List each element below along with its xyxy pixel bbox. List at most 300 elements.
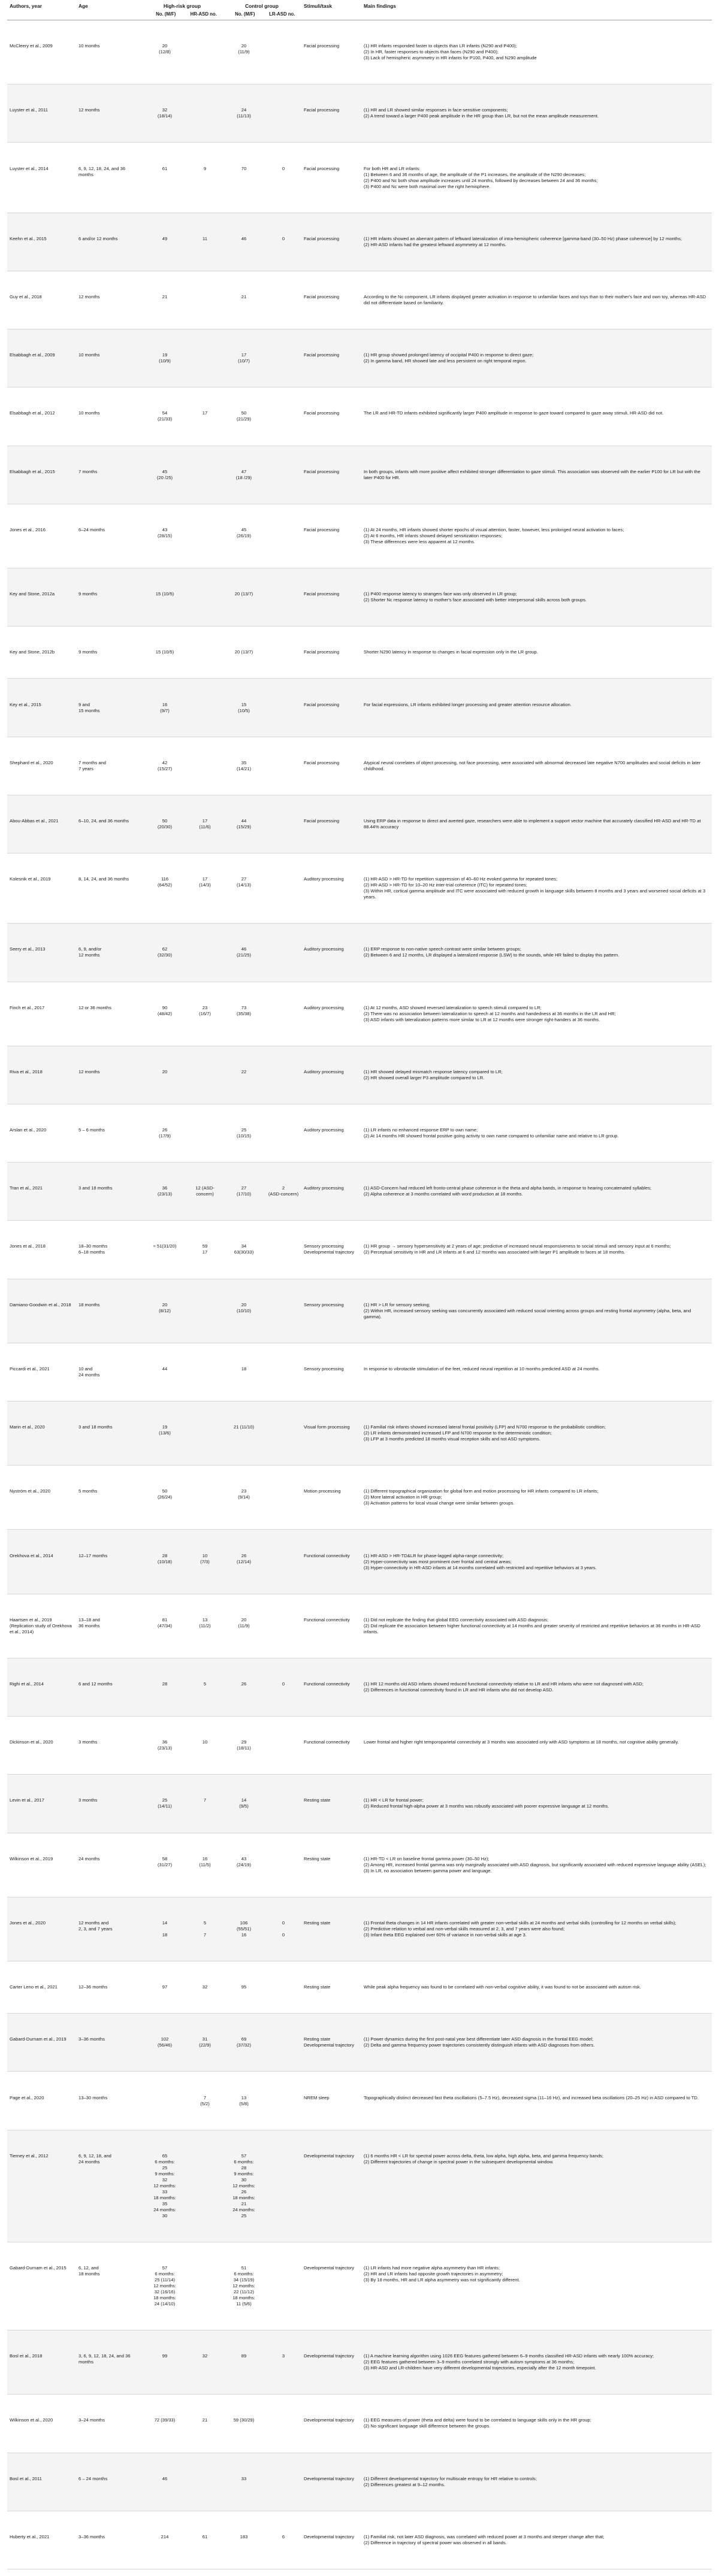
cell-findings: [361, 853, 712, 924]
cell-age: 5 – 6 months: [76, 1104, 142, 1162]
cell-lr-asd: [265, 982, 301, 1046]
cell-lr-asd: [265, 329, 301, 388]
cell-author: Key and Stone, 2012a: [7, 568, 76, 626]
table-row: [7, 568, 712, 626]
cell-ctrl-no: 21 (11/10): [222, 1401, 265, 1466]
cell-findings: [361, 1833, 712, 1897]
table-row: [7, 213, 712, 271]
table-row: [7, 1775, 712, 1833]
cell-age: 8, 14, 24, and 36 months: [76, 853, 142, 924]
header-findings: Main findings: [361, 0, 712, 20]
cell-hr-asd: 5: [188, 1658, 222, 1716]
cell-hr-asd: [188, 1401, 222, 1466]
table-row: [7, 737, 712, 795]
table-body: [7, 20, 712, 2569]
table-row: [7, 1279, 712, 1343]
cell-age: 3–36 months: [76, 2014, 142, 2072]
cell-hr-no: 15 (10/5): [142, 626, 188, 679]
cell-stimuli: Auditory processing: [301, 1163, 361, 1221]
cell-author: Wilkinson et al., 2020: [7, 2395, 76, 2453]
cell-findings: [361, 982, 712, 1046]
cell-stimuli: Developmental trajectory: [301, 2130, 361, 2242]
finding-line: (2) In HR, faster responses to objects than faces (N290 and P400);: [364, 49, 499, 55]
table-row: [7, 271, 712, 329]
cell-findings: [361, 2395, 712, 2453]
cell-ctrl-no: 18: [222, 1343, 265, 1401]
cell-author: Gabard-Durnam et al., 2019: [7, 2014, 76, 2072]
table-row: [7, 143, 712, 213]
cell-findings: [361, 1717, 712, 1775]
header-ctrl-no: No. (M/F): [235, 11, 255, 17]
cell-stimuli: Facial processing: [301, 84, 361, 143]
cell-lr-asd: [265, 679, 301, 737]
cell-ctrl-no: 20 (11/9): [222, 1594, 265, 1658]
table-row: [7, 2453, 712, 2511]
cell-hr-asd: 10 (7/3): [188, 1530, 222, 1594]
cell-ctrl-no: 27 (17/10): [222, 1163, 265, 1221]
finding-line: (1) ASD-Concern had reduced left fronto-central phase coherence in the theta and alpha bands, in response to hearing concatenated syllables;: [364, 1185, 651, 1191]
cell-ctrl-no: 50 (21/29): [222, 388, 265, 446]
cell-findings: [361, 271, 712, 329]
cell-hr-no: 20: [142, 1046, 188, 1104]
cell-lr-asd: 2 (ASD-concern): [265, 1163, 301, 1221]
cell-ctrl-no: 29 (18/11): [222, 1717, 265, 1775]
cell-stimuli: Auditory processing: [301, 853, 361, 924]
table-row: [7, 2395, 712, 2453]
cell-findings: [361, 568, 712, 626]
cell-findings: [361, 1343, 712, 1401]
cell-hr-no: 90 (48/42): [142, 982, 188, 1046]
cell-lr-asd: [265, 271, 301, 329]
finding-line: (1) Familial risk infants showed increased lateral frontal positivity (LFP) and N700 response to the probabilistic condition;: [364, 1424, 606, 1430]
cell-stimuli: Auditory processing: [301, 982, 361, 1046]
cell-author: Huberty et al., 2021: [7, 2511, 76, 2569]
table-row: [7, 1104, 712, 1162]
finding-line: (1) HR-ASD > HR-TD&LR for phase-lagged alpha-range connectivity;: [364, 1552, 504, 1558]
cell-hr-asd: [188, 626, 222, 679]
cell-author: Damiano-Goodwin et al., 2018: [7, 1279, 76, 1343]
finding-line: (2) A trend toward a larger P400 peak amplitude in the HR group than LR, but not the mean amplitude measurement.: [364, 113, 599, 119]
cell-findings: [361, 84, 712, 143]
finding-line: (1) Power dynamics during the first post-natal year best differentiate later ASD diagnosis in the frontal EEG model;: [364, 2036, 594, 2042]
finding-line: (2) HR-ASD infants had the greatest leftward asymmetry at 12 months.: [364, 241, 507, 247]
cell-author: Jones et al., 2018: [7, 1221, 76, 1279]
cell-age: 18–30 months 6–18 months: [76, 1221, 142, 1279]
cell-lr-asd: [265, 1221, 301, 1279]
cell-hr-no: 15 (10/5): [142, 568, 188, 626]
cell-ctrl-no: 13 (5/8): [222, 2072, 265, 2130]
cell-ctrl-no: 25 (10/15): [222, 1104, 265, 1162]
cell-hr-no: 43 (28/15): [142, 504, 188, 568]
table-row: [7, 504, 712, 568]
finding-line: (2) Alpha coherence at 3 months correlated with word production at 18 months.: [364, 1191, 523, 1197]
cell-stimuli: Sensory processing: [301, 1343, 361, 1401]
cell-age: 5 months: [76, 1466, 142, 1530]
table-row: [7, 1658, 712, 1716]
cell-stimuli: Functional connectivity: [301, 1658, 361, 1716]
header-control-title: Control group: [245, 3, 279, 9]
cell-author: Abou-Abbas et al., 2021: [7, 795, 76, 853]
cell-hr-no: 50 (20/30): [142, 795, 188, 853]
finding-line: Shorter N290 latency in response to changes in facial expression only in the LR group.: [364, 649, 538, 655]
cell-lr-asd: [265, 1717, 301, 1775]
cell-lr-asd: [265, 1343, 301, 1401]
cell-hr-asd: 16 (11/5): [188, 1833, 222, 1897]
header-lr-asd: LR-ASD no.: [269, 11, 295, 17]
table-row: [7, 20, 712, 84]
cell-findings: [361, 2511, 712, 2569]
cell-hr-no: 116 (64/52): [142, 853, 188, 924]
cell-author: Page et al., 2020: [7, 2072, 76, 2130]
cell-stimuli: Facial processing: [301, 737, 361, 795]
cell-hr-asd: [188, 84, 222, 143]
cell-author: Guy et al., 2018: [7, 271, 76, 329]
finding-line: (1) HR group showed prolonged latency of occipital P400 in response to direct gaze;: [364, 352, 534, 358]
cell-ctrl-no: 47 (18 /29): [222, 446, 265, 504]
cell-author: Bosl et al., 2011: [7, 2453, 76, 2511]
cell-stimuli: Facial processing: [301, 568, 361, 626]
table-row: [7, 1897, 712, 1961]
cell-age: 3–36 months: [76, 2511, 142, 2569]
cell-hr-no: 20 (8/12): [142, 1279, 188, 1343]
table-page: [7, 0, 712, 2569]
cell-findings: [361, 2242, 712, 2330]
cell-lr-asd: [265, 1833, 301, 1897]
cell-lr-asd: [265, 626, 301, 679]
cell-lr-asd: 3: [265, 2330, 301, 2395]
cell-ctrl-no: 15 (10/5): [222, 679, 265, 737]
cell-age: 18 months: [76, 1279, 142, 1343]
cell-age: 6, 9, 12, 18, and 24 months: [76, 2130, 142, 2242]
cell-age: 6, 9, 12, 18, 24, and 36 months: [76, 143, 142, 213]
cell-ctrl-no: 43 (24/19): [222, 1833, 265, 1897]
finding-line: (2) Delta and gamma frequency power trajectories consistently distinguish infants with ASD diagnoses from others.: [364, 2042, 595, 2048]
finding-line: (2) P400 and Nc both show amplitude increases until 24 months, followed by decreases between 24 and 36 months;: [364, 177, 598, 183]
cell-hr-asd: 32: [188, 2330, 222, 2395]
cell-ctrl-no: 24 (11/13): [222, 84, 265, 143]
cell-author: Wilkinson et al., 2019: [7, 1833, 76, 1897]
table-row: [7, 1046, 712, 1104]
cell-ctrl-no: 34 63(30/33): [222, 1221, 265, 1279]
cell-findings: [361, 1658, 712, 1716]
cell-hr-no: 49: [142, 213, 188, 271]
cell-hr-no: 36 (23/13): [142, 1163, 188, 1221]
cell-age: 9 months: [76, 626, 142, 679]
table-row: [7, 1717, 712, 1775]
finding-line: (3) By 18 months, HR and LR alpha asymmetry was not significantly different.: [364, 2277, 520, 2283]
cell-author: Elsabbagh et al., 2015: [7, 446, 76, 504]
cell-lr-asd: [265, 20, 301, 84]
header-high-risk-title: High-risk group: [163, 3, 201, 9]
cell-hr-no: 44: [142, 1343, 188, 1401]
finding-line: (1) Between 6 and 36 months of age, the amplitude of the P1 increases, the amplitude of the N290 decreases;: [364, 171, 586, 177]
finding-line: (1) ERP response to non-native speech contrast were similar between groups;: [364, 946, 521, 952]
cell-findings: [361, 1163, 712, 1221]
header-stimuli: Stimuli/task: [301, 0, 361, 20]
cell-hr-no: 214: [142, 2511, 188, 2569]
cell-hr-no: 19 (10/9): [142, 329, 188, 388]
finding-line: (1) LR infants had more negative alpha asymmetry than HR infants;: [364, 2265, 500, 2271]
finding-line: (2) Among HR, increased frontal gamma was only marginally associated with ASD diagnosis, but significantly associated with reduced expressive language ability (ASEL);: [364, 1861, 706, 1867]
cell-author: Levin et al., 2017: [7, 1775, 76, 1833]
cell-age: 10 months: [76, 329, 142, 388]
cell-hr-asd: [188, 1279, 222, 1343]
finding-line: (2) At 6 months, HR infants showed delayed sensitization responses;: [364, 532, 503, 538]
finding-line: (3) In LR, no association between gamma power and language.: [364, 1867, 492, 1873]
cell-findings: [361, 1775, 712, 1833]
cell-findings: [361, 446, 712, 504]
table-row: [7, 2072, 712, 2130]
cell-age: 12 months and 2, 3, and 7 years: [76, 1897, 142, 1961]
cell-age: 13–18 and 36 months: [76, 1594, 142, 1658]
cell-author: Elsabbagh et al., 2009: [7, 329, 76, 388]
cell-lr-asd: [265, 568, 301, 626]
finding-line: For facial expressions, LR infants exhibited longer processing and greater attention resource allocation.: [364, 701, 572, 707]
cell-author: Kolesnik et al., 2019: [7, 853, 76, 924]
cell-age: 3 and 18 months: [76, 1163, 142, 1221]
finding-line: (1) A machine learning algorithm using 1026 EEG features gathered between 6–9 months classified HR-ASD infants with nearly 100% accuracy;: [364, 2353, 654, 2359]
cell-lr-asd: [265, 2242, 301, 2330]
cell-age: 6 – 24 months: [76, 2453, 142, 2511]
finding-line: (2) Reduced frontal high-alpha power at 3 months was robustly associated with poorer expressive language at 12 months.: [364, 1803, 609, 1809]
cell-ctrl-no: 20 (10/10): [222, 1279, 265, 1343]
cell-ctrl-no: 26 (12/14): [222, 1530, 265, 1594]
finding-line: Atypical neural correlates of object processing, not face processing, were associated with abnormal decreased late negative N700 amplitudes and social deficits in later childhood.: [364, 759, 701, 771]
cell-age: 12–17 months: [76, 1530, 142, 1594]
finding-line: According to the Nc component, LR infants displayed greater activation in response to unfamiliar faces and toys than to their mother's face and own toy, whereas HR-ASD did not differentiate based on familiarity.: [364, 293, 706, 305]
cell-stimuli: Auditory processing: [301, 924, 361, 982]
cell-hr-asd: 17 (11/6): [188, 795, 222, 853]
cell-stimuli: Functional connectivity: [301, 1594, 361, 1658]
table-row: [7, 1530, 712, 1594]
cell-hr-no: 65 6 months: 25 9 months: 32 12 months: 33 18 months: 35 24 months: 30: [142, 2130, 188, 2242]
cell-lr-asd: [265, 2453, 301, 2511]
cell-findings: [361, 2014, 712, 2072]
cell-findings: [361, 1961, 712, 2014]
cell-age: 6–10, 24, and 36 months: [76, 795, 142, 853]
finding-line: (2) No significant language skill difference between the groups.: [364, 2423, 491, 2429]
cell-ctrl-no: 51 6 months: 34 (15/19) 12 months: 22 (11/12) 18 months: 11 (5/6): [222, 2242, 265, 2330]
cell-author: Key and Stone, 2012b: [7, 626, 76, 679]
cell-author: Shephard et al., 2020: [7, 737, 76, 795]
table-row: [7, 446, 712, 504]
cell-lr-asd: [265, 1594, 301, 1658]
cell-ctrl-no: 17 (10/7): [222, 329, 265, 388]
cell-findings: [361, 1897, 712, 1961]
cell-author: Jones et al., 2016: [7, 504, 76, 568]
cell-stimuli: Developmental trajectory: [301, 2242, 361, 2330]
cell-findings: [361, 20, 712, 84]
cell-ctrl-no: 20 (13/7): [222, 568, 265, 626]
cell-stimuli: Facial processing: [301, 679, 361, 737]
cell-age: 7 months and 7 years: [76, 737, 142, 795]
cell-lr-asd: [265, 1775, 301, 1833]
finding-line: (1) Familial risk, not later ASD diagnosis, was correlated with reduced power at 3 months and steeper change after that;: [364, 2533, 605, 2539]
cell-lr-asd: [265, 388, 301, 446]
header-hr-asd: HR-ASD no.: [190, 11, 217, 17]
cell-stimuli: Resting state Developmental trajectory: [301, 2014, 361, 2072]
cell-age: 12 or 36 months: [76, 982, 142, 1046]
finding-line: (1) HR 12 months old ASD infants showed reduced functional connectivity relative to LR and HR infants who were not diagnosed with ASD;: [364, 1681, 644, 1687]
table-header: [7, 0, 712, 20]
cell-lr-asd: 0: [265, 143, 301, 213]
cell-hr-no: 61: [142, 143, 188, 213]
finding-line: While peak alpha frequency was found to be correlated with non-verbal cognitive ability, it was found to not be associated with autism risk.: [364, 1984, 641, 1990]
cell-author: Keehn et al., 2015: [7, 213, 76, 271]
cell-lr-asd: [265, 84, 301, 143]
cell-age: 7 months: [76, 446, 142, 504]
cell-hr-no: 81 (47/34): [142, 1594, 188, 1658]
cell-author: Haartsen et al., 2019 (Replication study of Orekhova et al., 2014): [7, 1594, 76, 1658]
table-row: [7, 329, 712, 388]
cell-findings: [361, 924, 712, 982]
finding-line: (1) HR-ASD > HR-TD for repetition suppression of 40–60 Hz evoked gamma for repeated tones;: [364, 876, 558, 882]
cell-hr-no: 45 (20 /25): [142, 446, 188, 504]
header-age: Age: [76, 0, 142, 20]
finding-line: (2) Within HR, increased sensory seeking was concurrently associated with reduced social orienting across groups and resting frontal asymmetry (alpha, beta, and gamma).: [364, 1307, 691, 1319]
finding-line: (1) At 12 months, ASD showed reversed lateralization to speech stimuli compared to LR;: [364, 1004, 542, 1010]
cell-hr-no: 21: [142, 271, 188, 329]
cell-stimuli: Visual form processing: [301, 1401, 361, 1466]
table-row: [7, 1163, 712, 1221]
finding-line: (1) HR < LR for frontal power;: [364, 1797, 424, 1803]
finding-line: (2) At 14 months HR showed frontal positive going activity to own name compared to unfamiliar name and relative to LR group.: [364, 1133, 619, 1139]
cell-hr-no: 72 (39/33): [142, 2395, 188, 2453]
table-row: [7, 924, 712, 982]
finding-line: (3) Activation patterns for local visual change were similar between groups.: [364, 1500, 515, 1506]
cell-hr-asd: [188, 329, 222, 388]
cell-hr-asd: 59 17: [188, 1221, 222, 1279]
finding-line: (2) There was no association between lateralization to speech at 12 months and handedness at 36 months in the LR and HR;: [364, 1010, 616, 1016]
cell-findings: [361, 795, 712, 853]
cell-lr-asd: 6: [265, 2511, 301, 2569]
cell-ctrl-no: 73 (35/38): [222, 982, 265, 1046]
cell-hr-asd: [188, 20, 222, 84]
cell-lr-asd: [265, 853, 301, 924]
cell-ctrl-no: 20 (13/7): [222, 626, 265, 679]
cell-hr-asd: [188, 2130, 222, 2242]
cell-lr-asd: [265, 2014, 301, 2072]
cell-ctrl-no: 106 (55/51) 16: [222, 1897, 265, 1961]
cell-stimuli: Resting state: [301, 1961, 361, 2014]
finding-line: (3) Within HR, cortical gamma amplitude and ITC were associated with reduced growth in language skills between 8 months and 3 years and worsened social deficits at 3 years.: [364, 888, 706, 900]
cell-hr-asd: [188, 2242, 222, 2330]
cell-author: Dickinson et al., 2020: [7, 1717, 76, 1775]
cell-stimuli: Facial processing: [301, 271, 361, 329]
cell-hr-asd: 32: [188, 1961, 222, 2014]
cell-hr-no: 57 6 months: 25 (11/14) 12 months: 32 (16/16) 18 months: 24 (14/10): [142, 2242, 188, 2330]
cell-hr-asd: [188, 1466, 222, 1530]
cell-hr-asd: 13 (11/2): [188, 1594, 222, 1658]
cell-stimuli: Auditory processing: [301, 1046, 361, 1104]
cell-age: 12 months: [76, 1046, 142, 1104]
header-high-risk: [142, 0, 222, 20]
cell-ctrl-no: 14 (9/5): [222, 1775, 265, 1833]
cell-hr-asd: [188, 1046, 222, 1104]
cell-author: Carter Leno et al., 2021: [7, 1961, 76, 2014]
cell-stimuli: NREM sleep: [301, 2072, 361, 2130]
study-summary-table: [7, 0, 712, 2569]
finding-line: (2) Shorter Nc response latency to mother's face associated with better interpersonal skills across both groups.: [364, 597, 587, 603]
table-row: [7, 679, 712, 737]
cell-hr-no: 26 (17/9): [142, 1104, 188, 1162]
cell-hr-no: 36 (23/13): [142, 1717, 188, 1775]
cell-lr-asd: [265, 1104, 301, 1162]
table-row: [7, 1594, 712, 1658]
cell-findings: [361, 388, 712, 446]
cell-lr-asd: [265, 2072, 301, 2130]
table-row: [7, 1466, 712, 1530]
cell-hr-no: ≈ 51(31/20): [142, 1221, 188, 1279]
cell-stimuli: Motion processing: [301, 1466, 361, 1530]
cell-hr-asd: 61: [188, 2511, 222, 2569]
finding-line: (2) Different trajectories of change in spectral power in the subsequent developmental window.: [364, 2159, 554, 2165]
cell-lr-asd: [265, 795, 301, 853]
cell-hr-no: 54 (21/33): [142, 388, 188, 446]
cell-hr-asd: 11: [188, 213, 222, 271]
cell-stimuli: Functional connectivity: [301, 1717, 361, 1775]
cell-lr-asd: [265, 1046, 301, 1104]
cell-age: 6, 12, and 18 months: [76, 2242, 142, 2330]
cell-lr-asd: [265, 737, 301, 795]
cell-hr-no: 102 (56/46): [142, 2014, 188, 2072]
cell-lr-asd: 0: [265, 1658, 301, 1716]
cell-age: 6 and/or 12 months: [76, 213, 142, 271]
finding-line: (1) Frontal theta changes in 14 HR infants correlated with greater non-verbal skills at 24 months and verbal skills (controlling for 12 months on verbal skills);: [364, 1920, 676, 1926]
finding-line: (2) More lateral activation in HR group;: [364, 1494, 442, 1500]
cell-author: Arslan et al., 2020: [7, 1104, 76, 1162]
cell-ctrl-no: 44 (15/29): [222, 795, 265, 853]
cell-age: 10 months: [76, 388, 142, 446]
cell-hr-no: 16 (9/7): [142, 679, 188, 737]
cell-hr-asd: 9: [188, 143, 222, 213]
table-row: [7, 795, 712, 853]
cell-hr-asd: [188, 737, 222, 795]
cell-ctrl-no: 57 6 months: 28 9 months: 30 12 months: 26 18 months: 21 24 months: 25: [222, 2130, 265, 2242]
cell-stimuli: Functional connectivity: [301, 1530, 361, 1594]
cell-age: 10 months: [76, 20, 142, 84]
cell-lr-asd: [265, 2395, 301, 2453]
cell-ctrl-no: 46 (21/25): [222, 924, 265, 982]
cell-age: 12–36 months: [76, 1961, 142, 2014]
cell-stimuli: Facial processing: [301, 329, 361, 388]
cell-ctrl-no: 20 (11/9): [222, 20, 265, 84]
finding-line: (2) HR showed overall larger P3 amplitude compared to LR.: [364, 1074, 485, 1080]
cell-stimuli: Sensory processing Developmental trajectory: [301, 1221, 361, 1279]
cell-author: Righi et al., 2014: [7, 1658, 76, 1716]
cell-hr-no: 62 (32/30): [142, 924, 188, 982]
cell-findings: [361, 143, 712, 213]
finding-line: (2) Differences in functional connectivity found in LR and HR infants who did not develop ASD.: [364, 1687, 554, 1693]
cell-stimuli: Facial processing: [301, 446, 361, 504]
cell-ctrl-no: 95: [222, 1961, 265, 2014]
cell-age: 6, 9, and/or 12 months: [76, 924, 142, 982]
finding-line: (2) HR-ASD > HR-TD for 10–20 Hz inter-trial coherence (ITC) for repeated tones;: [364, 882, 527, 888]
finding-line: (3) P400 and Nc were both maximal over the right hemisphere.: [364, 183, 491, 189]
cell-findings: [361, 1466, 712, 1530]
cell-ctrl-no: 70: [222, 143, 265, 213]
finding-line: The LR and HR-TD infants exhibited significantly larger P400 amplitude in response to gaze toward compared to gaze away stimuli, HR-ASD did not.: [364, 410, 664, 416]
cell-ctrl-no: 69 (37/32): [222, 2014, 265, 2072]
cell-hr-asd: 31 (22/9): [188, 2014, 222, 2072]
cell-stimuli: Facial processing: [301, 795, 361, 853]
finding-line: (1) HR infants showed an aberrant pattern of leftward lateralization of intra-hemispheric coherence [gamma-band (30–50 Hz) phase coherence] by 12 months;: [364, 235, 682, 241]
cell-hr-asd: [188, 504, 222, 568]
cell-age: 10 and 24 months: [76, 1343, 142, 1401]
cell-age: 3, 6, 9, 12, 18, 24, and 36 months: [76, 2330, 142, 2395]
cell-findings: [361, 2072, 712, 2130]
cell-ctrl-no: 22: [222, 1046, 265, 1104]
